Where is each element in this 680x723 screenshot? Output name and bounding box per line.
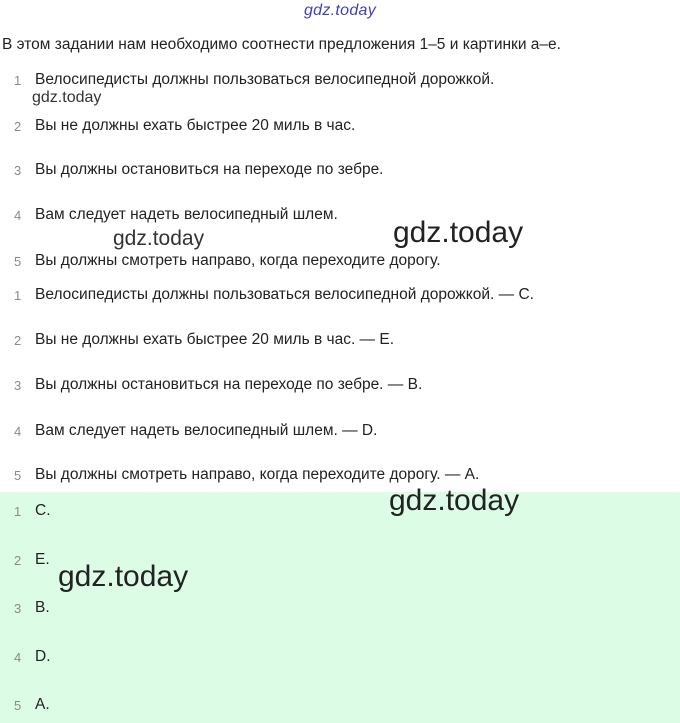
item-number: 5 <box>14 467 22 483</box>
item-text: Вам следует надеть велосипедный шлем. — D. <box>35 422 378 439</box>
item-number: 3 <box>14 600 22 616</box>
watermark: gdz.today <box>389 484 520 517</box>
item-number: 4 <box>14 649 22 665</box>
item-number: 5 <box>14 253 22 269</box>
intro-text: В этом задании нам необходимо соотнести предложения 1–5 и картинки a–e. <box>2 36 561 53</box>
item-number: 1 <box>14 503 22 519</box>
item-text: Велосипедисты должны пользоваться велосипедной дорожкой. — C. <box>35 286 534 303</box>
item-number: 2 <box>14 552 22 568</box>
watermark: gdz.today <box>32 89 102 106</box>
item-text: Вы должны смотреть направо, когда переходите дорогу. — A. <box>35 466 480 483</box>
match-item <box>14 419 377 443</box>
item-number: 1 <box>14 72 22 88</box>
watermark: gdz.today <box>58 560 189 593</box>
item-number: 3 <box>14 377 22 393</box>
item-text: Вам следует надеть велосипедный шлем. <box>35 206 338 223</box>
match-item <box>14 283 534 307</box>
answers-panel <box>0 492 680 723</box>
item-number: 1 <box>14 287 22 303</box>
answer-item <box>14 499 51 523</box>
answer-item <box>14 548 50 572</box>
item-text: A. <box>35 696 50 713</box>
watermark-top: gdz.today <box>303 2 377 19</box>
answer-item <box>14 645 51 669</box>
item-number: 2 <box>14 332 22 348</box>
item-number: 3 <box>14 162 22 178</box>
item-text: Велосипедисты должны пользоваться велосипедной дорожкой. <box>35 71 495 88</box>
watermark: gdz.today <box>393 216 524 249</box>
item-text: Вы должны смотреть направо, когда переходите дорогу. <box>35 252 441 269</box>
item-text: Вы должны остановиться на переходе по зебре. — B. <box>35 376 423 393</box>
item-text: D. <box>35 648 51 665</box>
answer-item <box>14 693 50 717</box>
sentence-item <box>14 158 384 182</box>
item-text: Вы не должны ехать быстрее 20 миль в час. — E. <box>35 331 395 348</box>
answer-item <box>14 596 50 620</box>
sentence-item <box>14 203 338 227</box>
item-number: 4 <box>14 423 22 439</box>
item-number: 4 <box>14 207 22 223</box>
item-number: 5 <box>14 697 22 713</box>
item-text: B. <box>35 599 50 616</box>
sentence-item <box>14 114 355 138</box>
watermark: gdz.today <box>113 227 205 250</box>
match-item <box>14 373 422 397</box>
item-text: C. <box>35 502 51 519</box>
item-number: 2 <box>14 118 22 134</box>
item-text: E. <box>35 551 50 568</box>
sentence-item <box>14 249 441 273</box>
match-item <box>14 328 394 352</box>
item-text: Вы не должны ехать быстрее 20 миль в час. <box>35 117 356 134</box>
item-text: Вы должны остановиться на переходе по зебре. <box>35 161 384 178</box>
